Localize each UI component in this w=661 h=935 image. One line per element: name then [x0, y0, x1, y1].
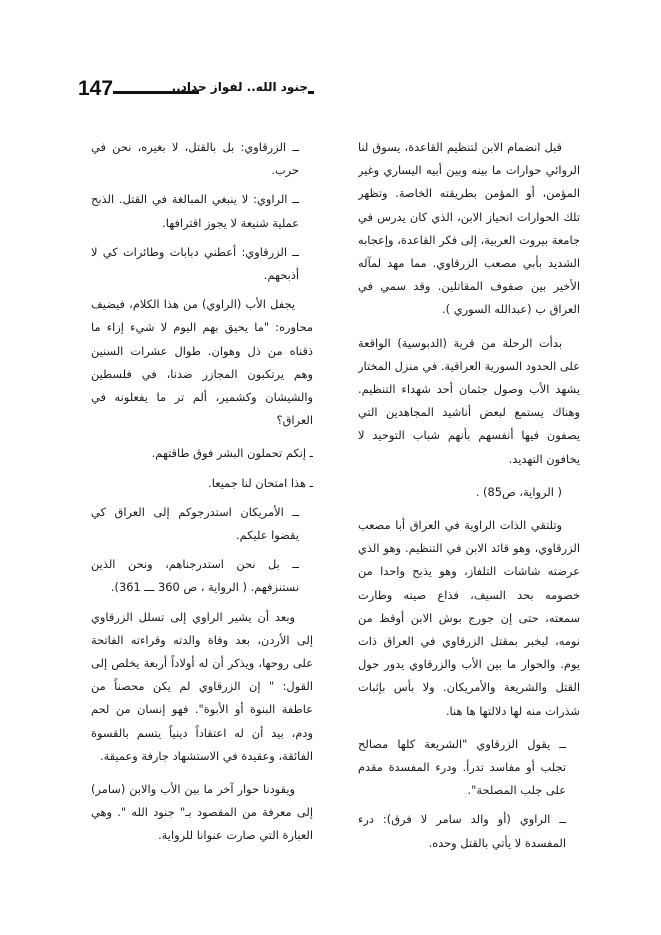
paragraph: يجفل الأب (الراوي) من هذا الكلام، فيضيف محاوره: "ما يحيق بهم اليوم لا شيء إزاء ما ذقناه من ذل وهوان. طوال عشرات السنين وهم يرتكبون المجازر ضدنا، في فلسطين والشيشان وكشمير، ألم تر ما يفعلونه في العراق؟	[91, 297, 313, 428]
dialogue-line: ــ الزرقاوي: أعطني دبابات وطائرات كي لا أذبحهم.	[91, 244, 299, 283]
paragraph: قبل انضمام الابن لتنظيم القاعدة، يسوق لنا الروائي حوارات ما بينه وبين أبيه اليساري وغير المؤمن، أو المؤمن بطريقته الخاصة. وتظهر تلك الحوارات انحياز الابن، الذي كان يدرس في جامعة بيروت العربية، إلى فكر القاعدة، وإعجابه الشديد بأبي مصعب الزرقاوي. مما مهد لمآله الأخير بين صفوف المقاتلين. وقد سمي في العراق ب (عبدالله السوري ).	[358, 140, 580, 317]
dialogue-line: ـ هذا امتحان لنا جميعا.	[208, 475, 313, 490]
dialogue-line: ــ الأمريكان استدرجوكم إلى العراق كي يقضوا عليكم.	[91, 504, 299, 543]
right-column	[358, 136, 580, 861]
page-number: 147	[78, 77, 114, 100]
dialogue-line: ــ الزرقاوي: بل بالقتل، لا بغيره، نحن في حرب.	[91, 140, 299, 178]
dialogue-line: ــ الراوي: لا ينبغي المبالغة في القتل. الذبح عملية شنيعة لا يجوز اقترافها.	[91, 192, 299, 230]
paragraph: وبعد أن يشير الراوي إلى تسلل الزرقاوي إلى الأردن، بعد وفاة والدته وقراءته الفاتحة على روحها، ويذكر أن له أولاداً أربعة يخلص إلى القول: " إن الزرقاوي لم يكن محصناً من عاطفة البنوة أو الأبوة". فهو إنسان من لحم ودم، بيد أن له اعتقاداً دينياً يتسم بالقسوة الفائقة، وعقيدة في الاستشهاد جارفة وعميقة.	[91, 609, 313, 763]
running-title: جنود الله.. لفواز حداد..	[171, 80, 308, 94]
header-rule-end	[308, 91, 314, 94]
paragraph: ويقودنا حوار آخر ما بين الأب والابن (سامر) إلى معرفة من المقصود بـ" جنود الله ". وهي العبارة التي صارت عنوانا للرواية.	[91, 782, 313, 843]
paragraph: وتلتقي الذات الراوية في العراق أبا مصعب الزرقاوي، وهو قائد الابن في التنظيم. وهو الذي عرضته شاشات التلفاز، وهو يذبح واحدا من خصومه بحد السيف، فذاع صيته وطارت سمعته، حتى إن جورج بوش الابن أوقظ من نومه، ليخبر بمقتل الزرقاوي في العراق ذات يوم. والحوار ما بين الأب والزرقاوي يدور حول القتل والشريعة والأمريكان. ولا بأس بإثبات شذرات منه لها دلالتها ها هنا.	[358, 518, 580, 718]
paragraph: بدأت الرحلة من قرية (الدبوسية) الواقعة على الحدود السورية العراقية. في منزل المختار يشهد الأب وصول جثمان أحد شهداء التنظيم. وهناك يستمع لبعض أناشيد المجاهدين التي يصفون فيها أنفسهم بأنهم شباب التوحيد لا يخافون التهديد.	[358, 335, 580, 466]
citation: ( الرواية، ص85) .	[475, 484, 562, 499]
dialogue-line: ــ يقول الزرقاوي "الشريعة كلها مصالح تجلب أو مفاسد تدرأ. ودرء المفسدة مقدم على جلب المصلحة".	[358, 736, 566, 798]
dialogue-line: ــ بل نحن استدرجناهم، ونحن الذين نستنزفهم. ( الرواية ، ص 360 ـــ 361).	[91, 557, 299, 595]
left-column	[91, 136, 313, 858]
dialogue-line: ــ الراوي (أو والد سامر لا فرق): درء المفسدة لا يأتي بالقتل وحده.	[358, 812, 566, 850]
dialogue-line: ـ إنكم تحملون البشر فوق طاقتهم.	[151, 446, 313, 461]
